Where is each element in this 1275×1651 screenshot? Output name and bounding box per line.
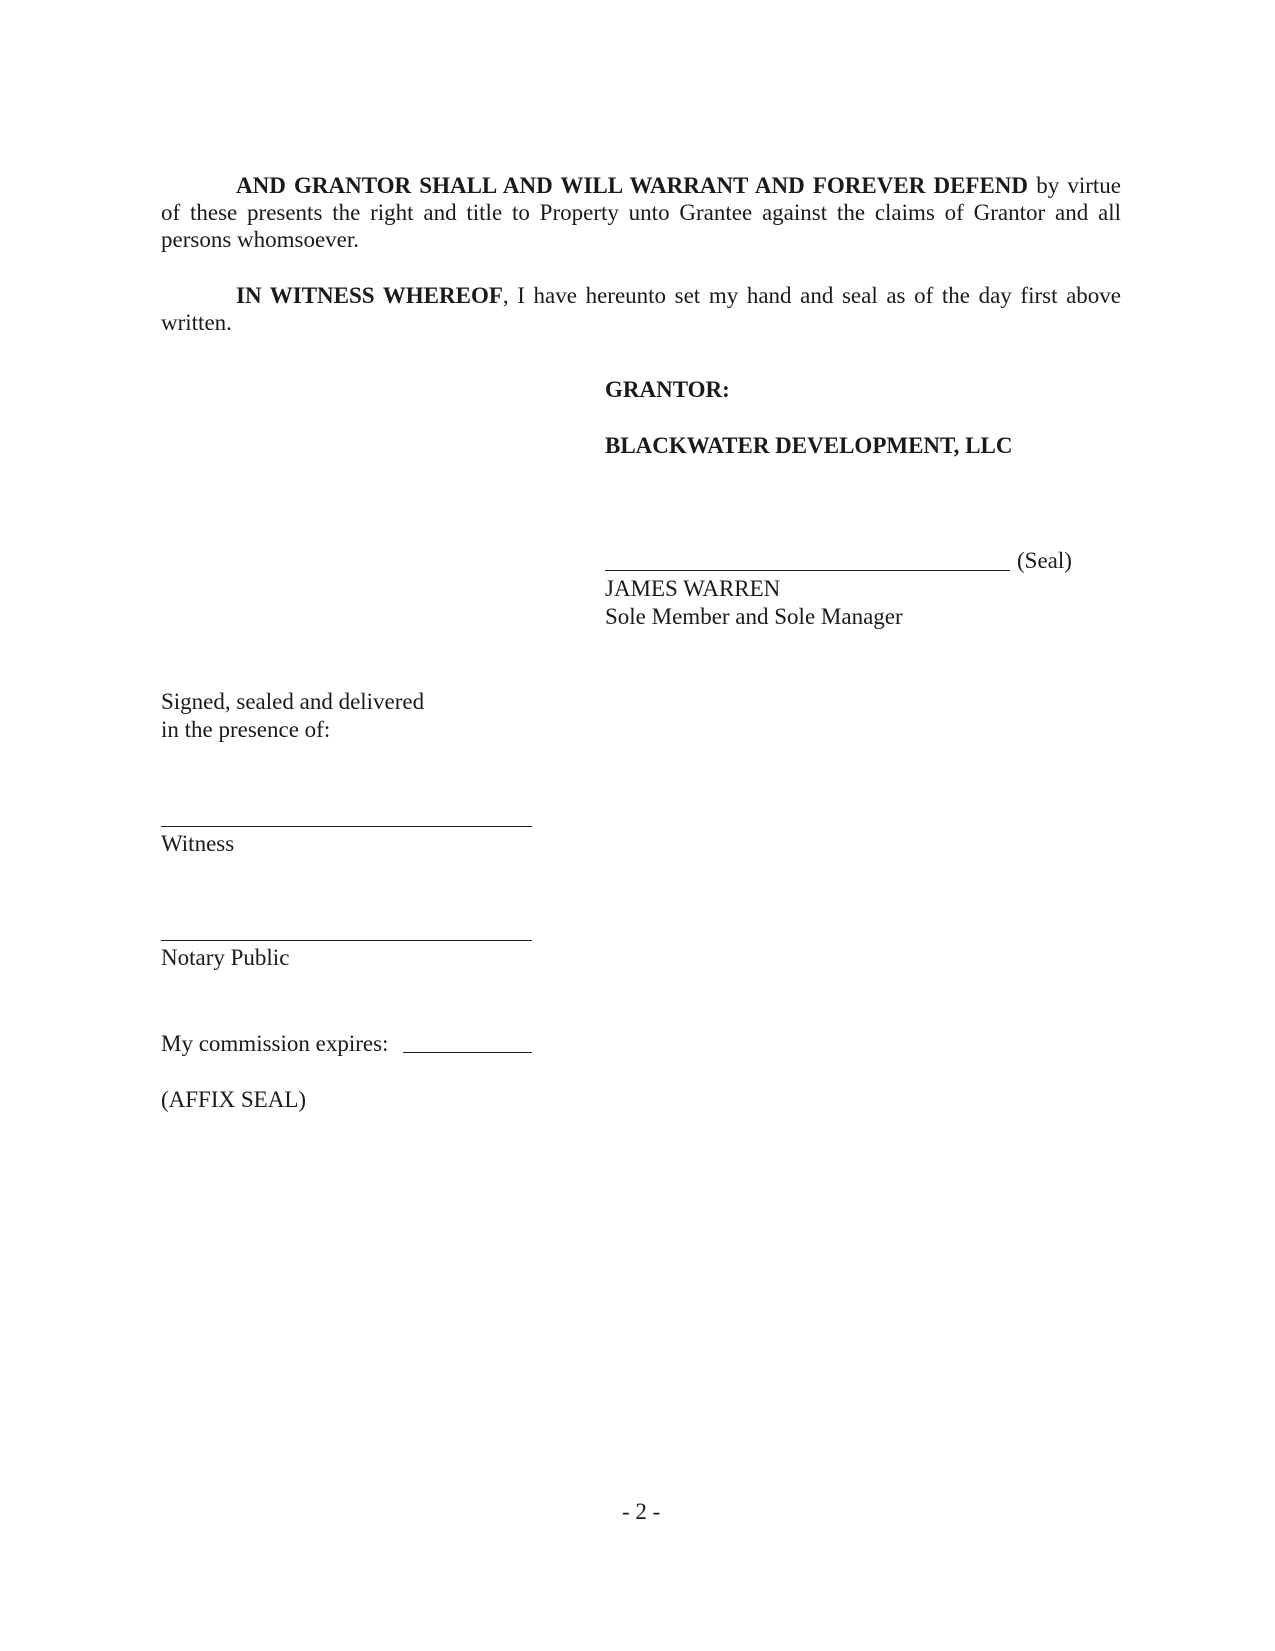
grantor-company: BLACKWATER DEVELOPMENT, LLC [605, 433, 1013, 458]
warrant-paragraph [161, 172, 1121, 253]
warrant-lead: AND GRANTOR SHALL AND WILL WARRANT AND FOREVER DEFEND [236, 173, 1029, 198]
witness-signature-line [161, 826, 532, 827]
signer-title: Sole Member and Sole Manager [605, 604, 903, 629]
seal-label: (Seal) [1017, 548, 1072, 573]
grantor-heading: GRANTOR: [605, 377, 730, 402]
witness-label: Witness [161, 831, 235, 856]
grantor-signature-line [605, 570, 1010, 571]
notary-signature-line [161, 940, 532, 941]
notary-label: Notary Public [161, 945, 290, 970]
affix-seal-note: (AFFIX SEAL) [161, 1087, 307, 1112]
page-number: - 2 - [622, 1499, 661, 1524]
witness-lead: IN WITNESS WHEREOF [236, 283, 503, 308]
commission-label: My commission expires: [161, 1031, 389, 1056]
attestation-intro-line1: Signed, sealed and delivered [161, 689, 425, 714]
attestation-intro-line2: in the presence of: [161, 717, 331, 742]
signer-name: JAMES WARREN [605, 576, 781, 601]
witness-text: , I have hereunto set my hand and seal as of the day first above written. [161, 283, 1121, 335]
witness-paragraph [161, 282, 1121, 336]
commission-date-line [403, 1052, 532, 1053]
warrant-text: by virtue of these presents the right and title to Property unto Grantee against the claims of Grantor and all persons whomsoever. [161, 173, 1121, 252]
